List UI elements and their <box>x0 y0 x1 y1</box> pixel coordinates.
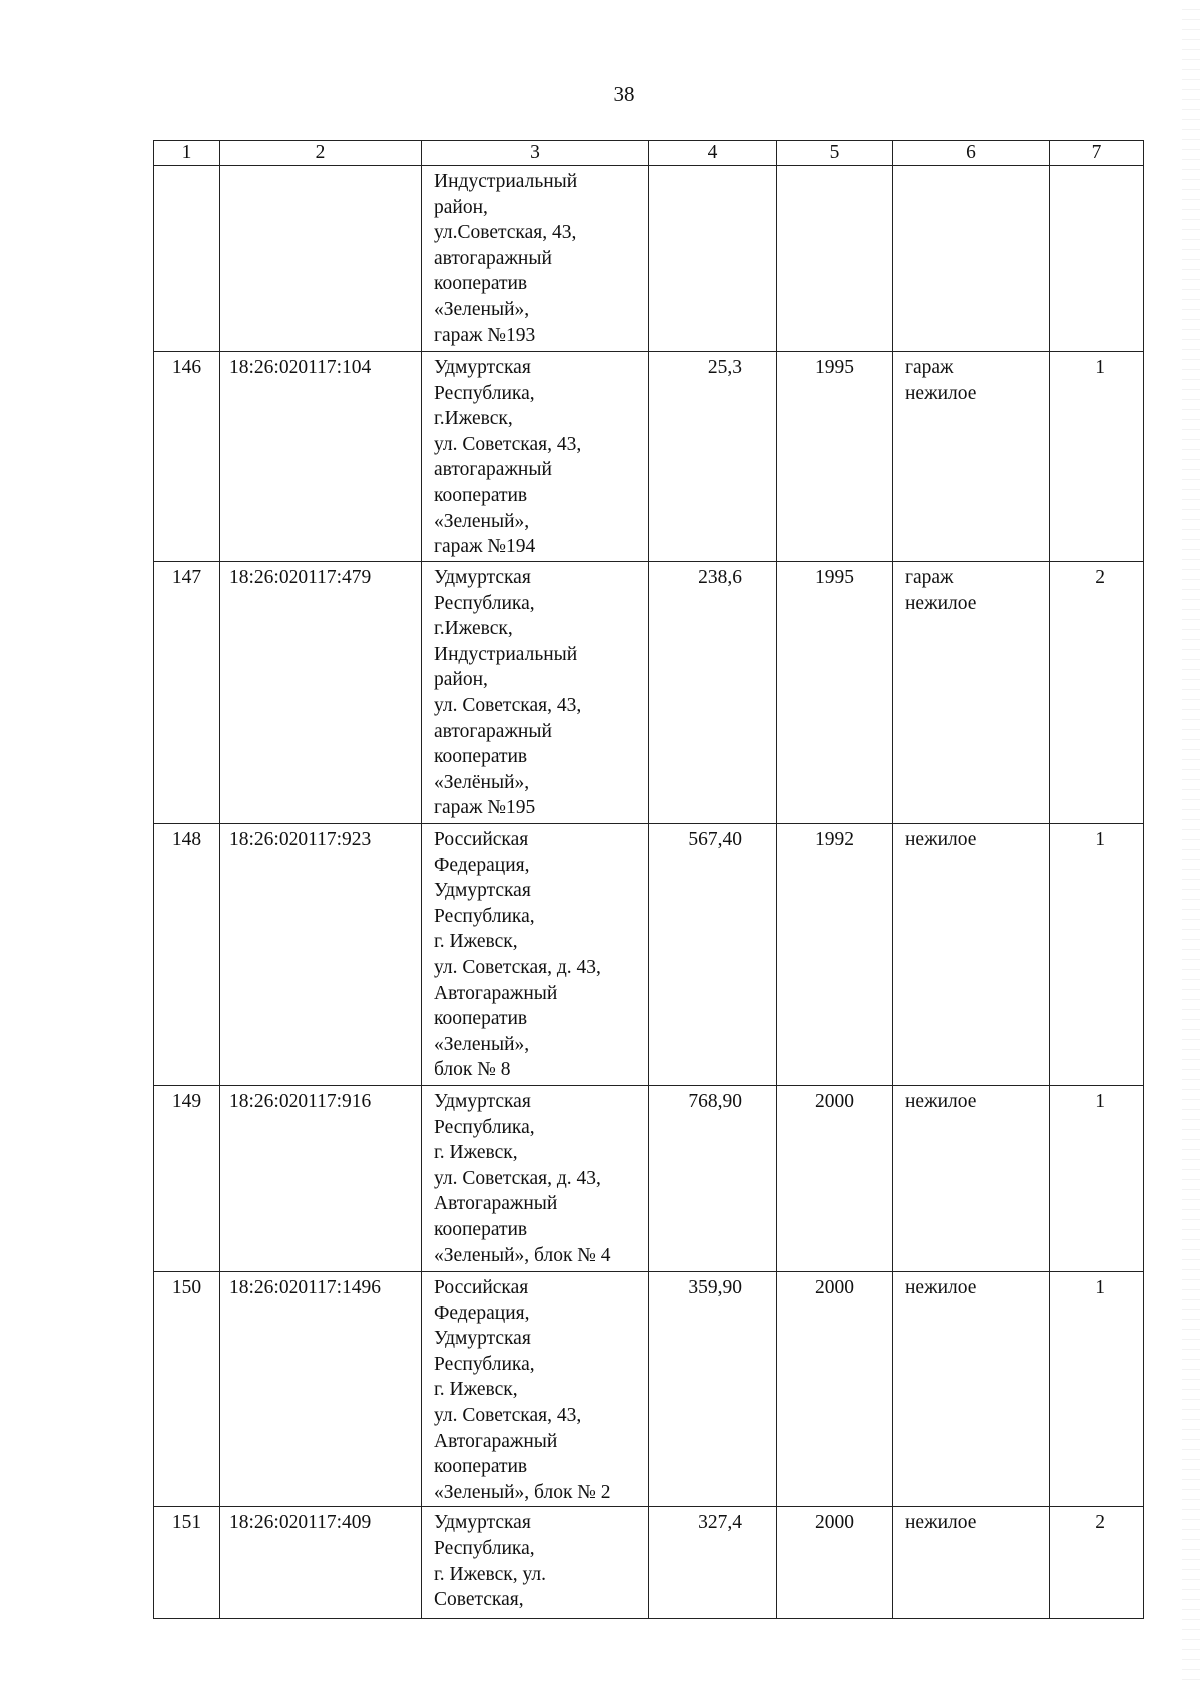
address: Удмуртская Республика, г. Ижевск, ул. Советская, <box>422 1507 649 1619</box>
purpose: нежилое <box>893 1507 1050 1619</box>
cadastral-number: 18:26:020117:923 <box>220 824 422 1086</box>
year: 1992 <box>777 824 893 1086</box>
table-row <box>154 1086 1144 1272</box>
year: 2000 <box>777 1272 893 1507</box>
year <box>777 166 893 352</box>
cadastral-number: 18:26:020117:916 <box>220 1086 422 1272</box>
address: Российская Федерация, Удмуртская Республика, г. Ижевск, ул. Советская, 43, Автогаражный кооператив «Зеленый», блок № 2 <box>422 1272 649 1507</box>
purpose: гараж нежилое <box>893 562 1050 824</box>
registry-table <box>153 140 1144 1619</box>
count: 1 <box>1050 1272 1144 1507</box>
area: 327,4 <box>649 1507 777 1619</box>
header-cell: 6 <box>893 141 1050 166</box>
purpose: нежилое <box>893 1272 1050 1507</box>
address: Удмуртская Республика, г.Ижевск, Индустриальный район, ул. Советская, 43, автогаражный кооператив «Зелёный», гараж №195 <box>422 562 649 824</box>
table-row <box>154 1272 1144 1507</box>
table-row <box>154 1507 1144 1619</box>
cadastral-number: 18:26:020117:104 <box>220 352 422 562</box>
year: 1995 <box>777 352 893 562</box>
cadastral-number <box>220 166 422 352</box>
row-number <box>154 166 220 352</box>
scan-edge <box>1182 0 1200 1686</box>
cadastral-number: 18:26:020117:1496 <box>220 1272 422 1507</box>
purpose: нежилое <box>893 824 1050 1086</box>
header-cell: 3 <box>422 141 649 166</box>
row-number: 151 <box>154 1507 220 1619</box>
count: 1 <box>1050 1086 1144 1272</box>
area: 238,6 <box>649 562 777 824</box>
row-number: 149 <box>154 1086 220 1272</box>
area: 359,90 <box>649 1272 777 1507</box>
cadastral-number: 18:26:020117:409 <box>220 1507 422 1619</box>
purpose <box>893 166 1050 352</box>
table-row <box>154 352 1144 562</box>
area: 25,3 <box>649 352 777 562</box>
row-number: 147 <box>154 562 220 824</box>
row-number: 148 <box>154 824 220 1086</box>
header-row <box>154 141 1144 166</box>
header-cell: 4 <box>649 141 777 166</box>
table-row <box>154 824 1144 1086</box>
year: 1995 <box>777 562 893 824</box>
address: Удмуртская Республика, г. Ижевск, ул. Советская, д. 43, Автогаражный кооператив «Зеленый», блок № 4 <box>422 1086 649 1272</box>
count <box>1050 166 1144 352</box>
count: 1 <box>1050 824 1144 1086</box>
page-number: 38 <box>613 82 635 106</box>
header-cell: 7 <box>1050 141 1144 166</box>
year: 2000 <box>777 1507 893 1619</box>
address: Индустриальный район, ул.Советская, 43, автогаражный кооператив «Зеленый», гараж №193 <box>422 166 649 352</box>
area: 567,40 <box>649 824 777 1086</box>
count: 2 <box>1050 562 1144 824</box>
table-row <box>154 166 1144 352</box>
purpose: гараж нежилое <box>893 352 1050 562</box>
area <box>649 166 777 352</box>
table-row <box>154 562 1144 824</box>
address: Удмуртская Республика, г.Ижевск, ул. Советская, 43, автогаражный кооператив «Зеленый», гараж №194 <box>422 352 649 562</box>
header-cell: 1 <box>154 141 220 166</box>
row-number: 146 <box>154 352 220 562</box>
count: 2 <box>1050 1507 1144 1619</box>
count: 1 <box>1050 352 1144 562</box>
cadastral-number: 18:26:020117:479 <box>220 562 422 824</box>
address: Российская Федерация, Удмуртская Республика, г. Ижевск, ул. Советская, д. 43, Автогаражный кооператив «Зеленый», блок № 8 <box>422 824 649 1086</box>
row-number: 150 <box>154 1272 220 1507</box>
area: 768,90 <box>649 1086 777 1272</box>
year: 2000 <box>777 1086 893 1272</box>
header-cell: 2 <box>220 141 422 166</box>
header-cell: 5 <box>777 141 893 166</box>
purpose: нежилое <box>893 1086 1050 1272</box>
